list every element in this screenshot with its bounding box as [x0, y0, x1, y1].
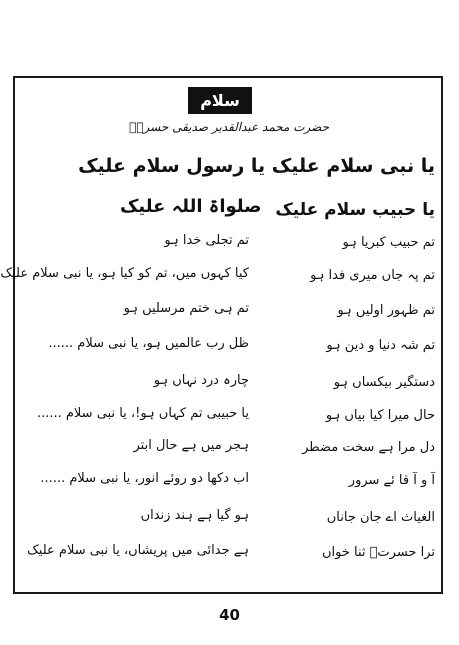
verse-first-half: دل مرا ہے سخت مضطر — [302, 440, 435, 455]
verse-second-half: ہو گیا ہے ہند زنداں — [140, 508, 249, 523]
verse-first-half: حال میرا کیا بیاں ہو — [325, 408, 435, 423]
verse-second-half: ہے جدائی میں پریشاں، یا نبی سلام علیک — [27, 543, 249, 558]
verse-first-half: آ و آ قا ئے سرور — [348, 473, 435, 488]
verse-first-half: تم ظہور اولیں ہو — [337, 303, 435, 318]
page-title: سلام — [188, 87, 252, 114]
verse-first-half: تم حبیب کبریا ہو — [342, 235, 435, 250]
author-line: حضرت محمد عبدالقدیر صدیقی حسرتؔ — [129, 120, 329, 134]
verse-first-half: الغیاث اے جان جاناں — [326, 510, 435, 525]
verse-second-half: چارہ درد نہاں ہو — [153, 373, 249, 388]
page-number: 40 — [219, 606, 240, 624]
refrain-line-3: صلواۃ اللہ علیک — [120, 196, 262, 217]
verse-second-half: کیا کہوں میں، تم کو کیا ہو، یا نبی سلام علیک — [0, 266, 249, 281]
verse-first-half: دستگیر بیکساں ہو — [333, 375, 435, 390]
verse-second-half: ہجر میں ہے حال ابتر — [133, 438, 249, 453]
verse-second-half: اب دکھا دو روئے انور، یا نبی سلام ...... — [40, 471, 249, 486]
verse-first-half: تم شہ دنیا و دین ہو — [326, 338, 435, 353]
refrain-line-2: یا حبیب سلام علیک — [275, 200, 435, 220]
verse-second-half: ظل رب عالمیں ہو، یا نبی سلام ...... — [48, 336, 249, 351]
verse-second-half: تم ہی ختم مرسلیں ہو — [123, 301, 249, 316]
verse-second-half: یا حبیبی تم کہاں ہو!، یا نبی سلام ...... — [36, 406, 249, 421]
refrain-line-1: یا نبی سلام علیک یا رسول سلام علیک — [78, 155, 435, 177]
verse-second-half: تم تجلی خدا ہو — [164, 233, 249, 248]
verse-first-half: تم پہ جاں میری فدا ہو — [310, 268, 435, 283]
verse-first-half: ترا حسرتؔ ثنا خواں — [321, 545, 435, 560]
